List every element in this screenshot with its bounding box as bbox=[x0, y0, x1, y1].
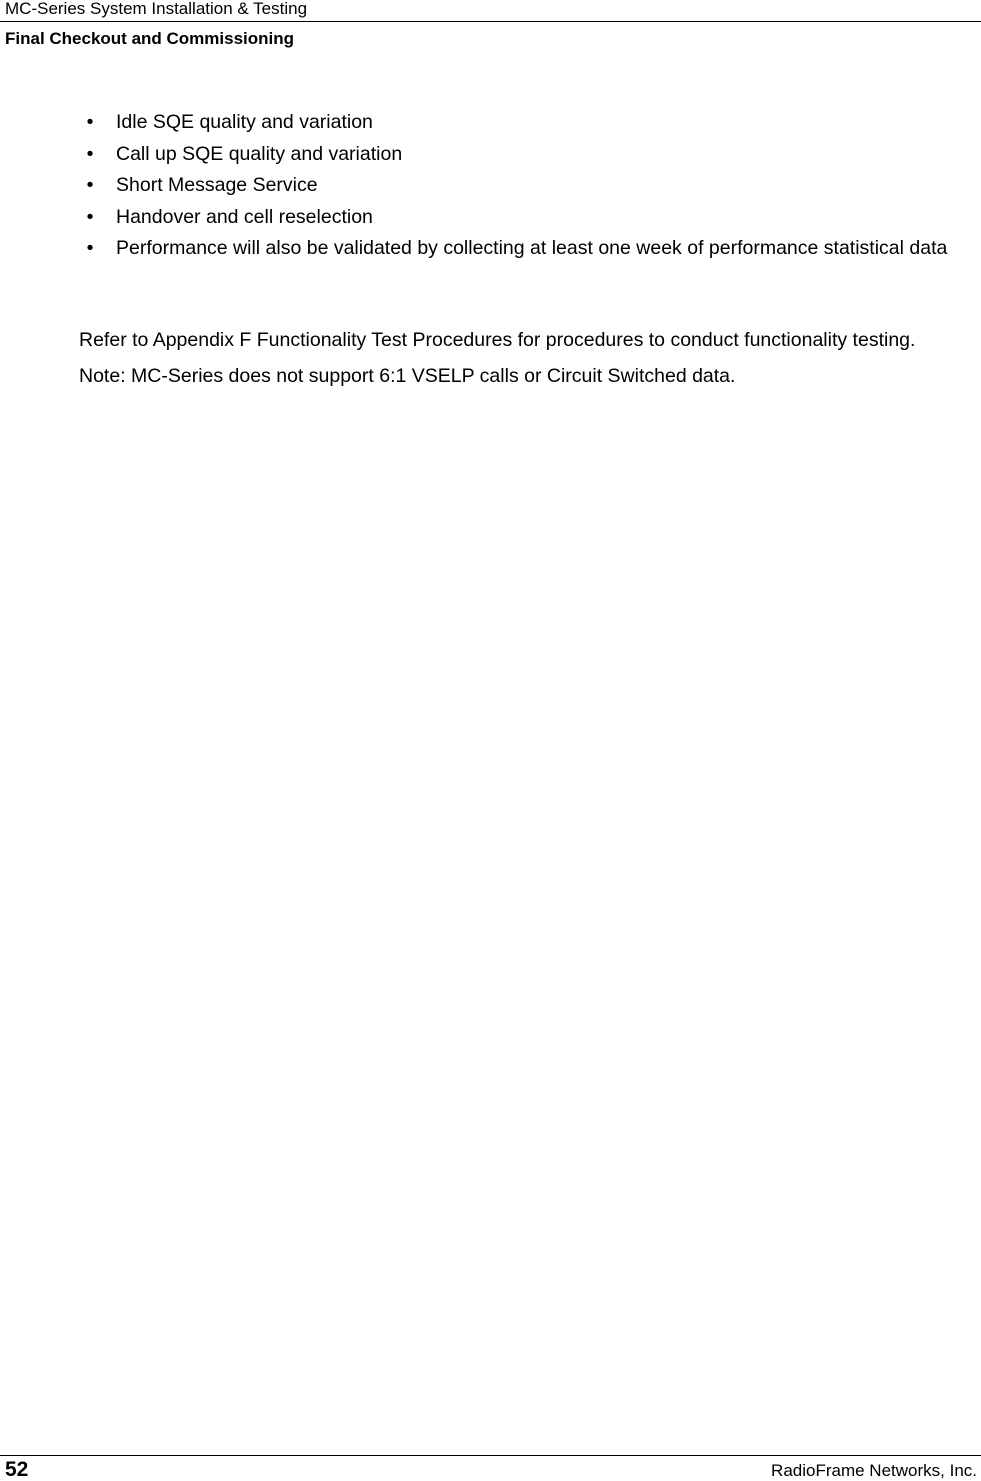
running-header: MC-Series System Installation & Testing bbox=[5, 0, 308, 18]
bullet-icon: • bbox=[86, 237, 94, 259]
section-title: Final Checkout and Commissioning bbox=[5, 29, 295, 48]
footer-rule bbox=[0, 1455, 981, 1456]
refer-paragraph: Refer to Appendix F Functionality Test Procedures for procedures to conduct functionality testing. bbox=[79, 329, 916, 351]
list-item-text: Call up SQE quality and variation bbox=[116, 142, 403, 165]
list-item bbox=[80, 110, 970, 135]
page-number: 52 bbox=[5, 1458, 29, 1481]
list-item-text: Handover and cell reselection bbox=[116, 205, 373, 228]
note-paragraph: Note: MC-Series does not support 6:1 VSELP calls or Circuit Switched data. bbox=[79, 365, 736, 387]
list-item-text: Short Message Service bbox=[116, 174, 318, 196]
bullet-icon: • bbox=[86, 174, 94, 196]
bullet-icon: • bbox=[86, 142, 94, 165]
company-name: RadioFrame Networks, Inc. bbox=[771, 1461, 977, 1480]
list-item-text: Idle SQE quality and variation bbox=[116, 111, 373, 133]
list-item bbox=[80, 205, 970, 230]
list-item bbox=[80, 236, 970, 261]
list-item-text: Performance will also be validated by collecting at least one week of performance statistical data bbox=[116, 237, 948, 259]
bullet-list bbox=[80, 110, 970, 268]
bullet-icon: • bbox=[86, 111, 94, 133]
list-item bbox=[80, 142, 970, 167]
header-rule bbox=[0, 21, 981, 22]
bullet-icon: • bbox=[86, 205, 94, 228]
list-item bbox=[80, 173, 970, 198]
